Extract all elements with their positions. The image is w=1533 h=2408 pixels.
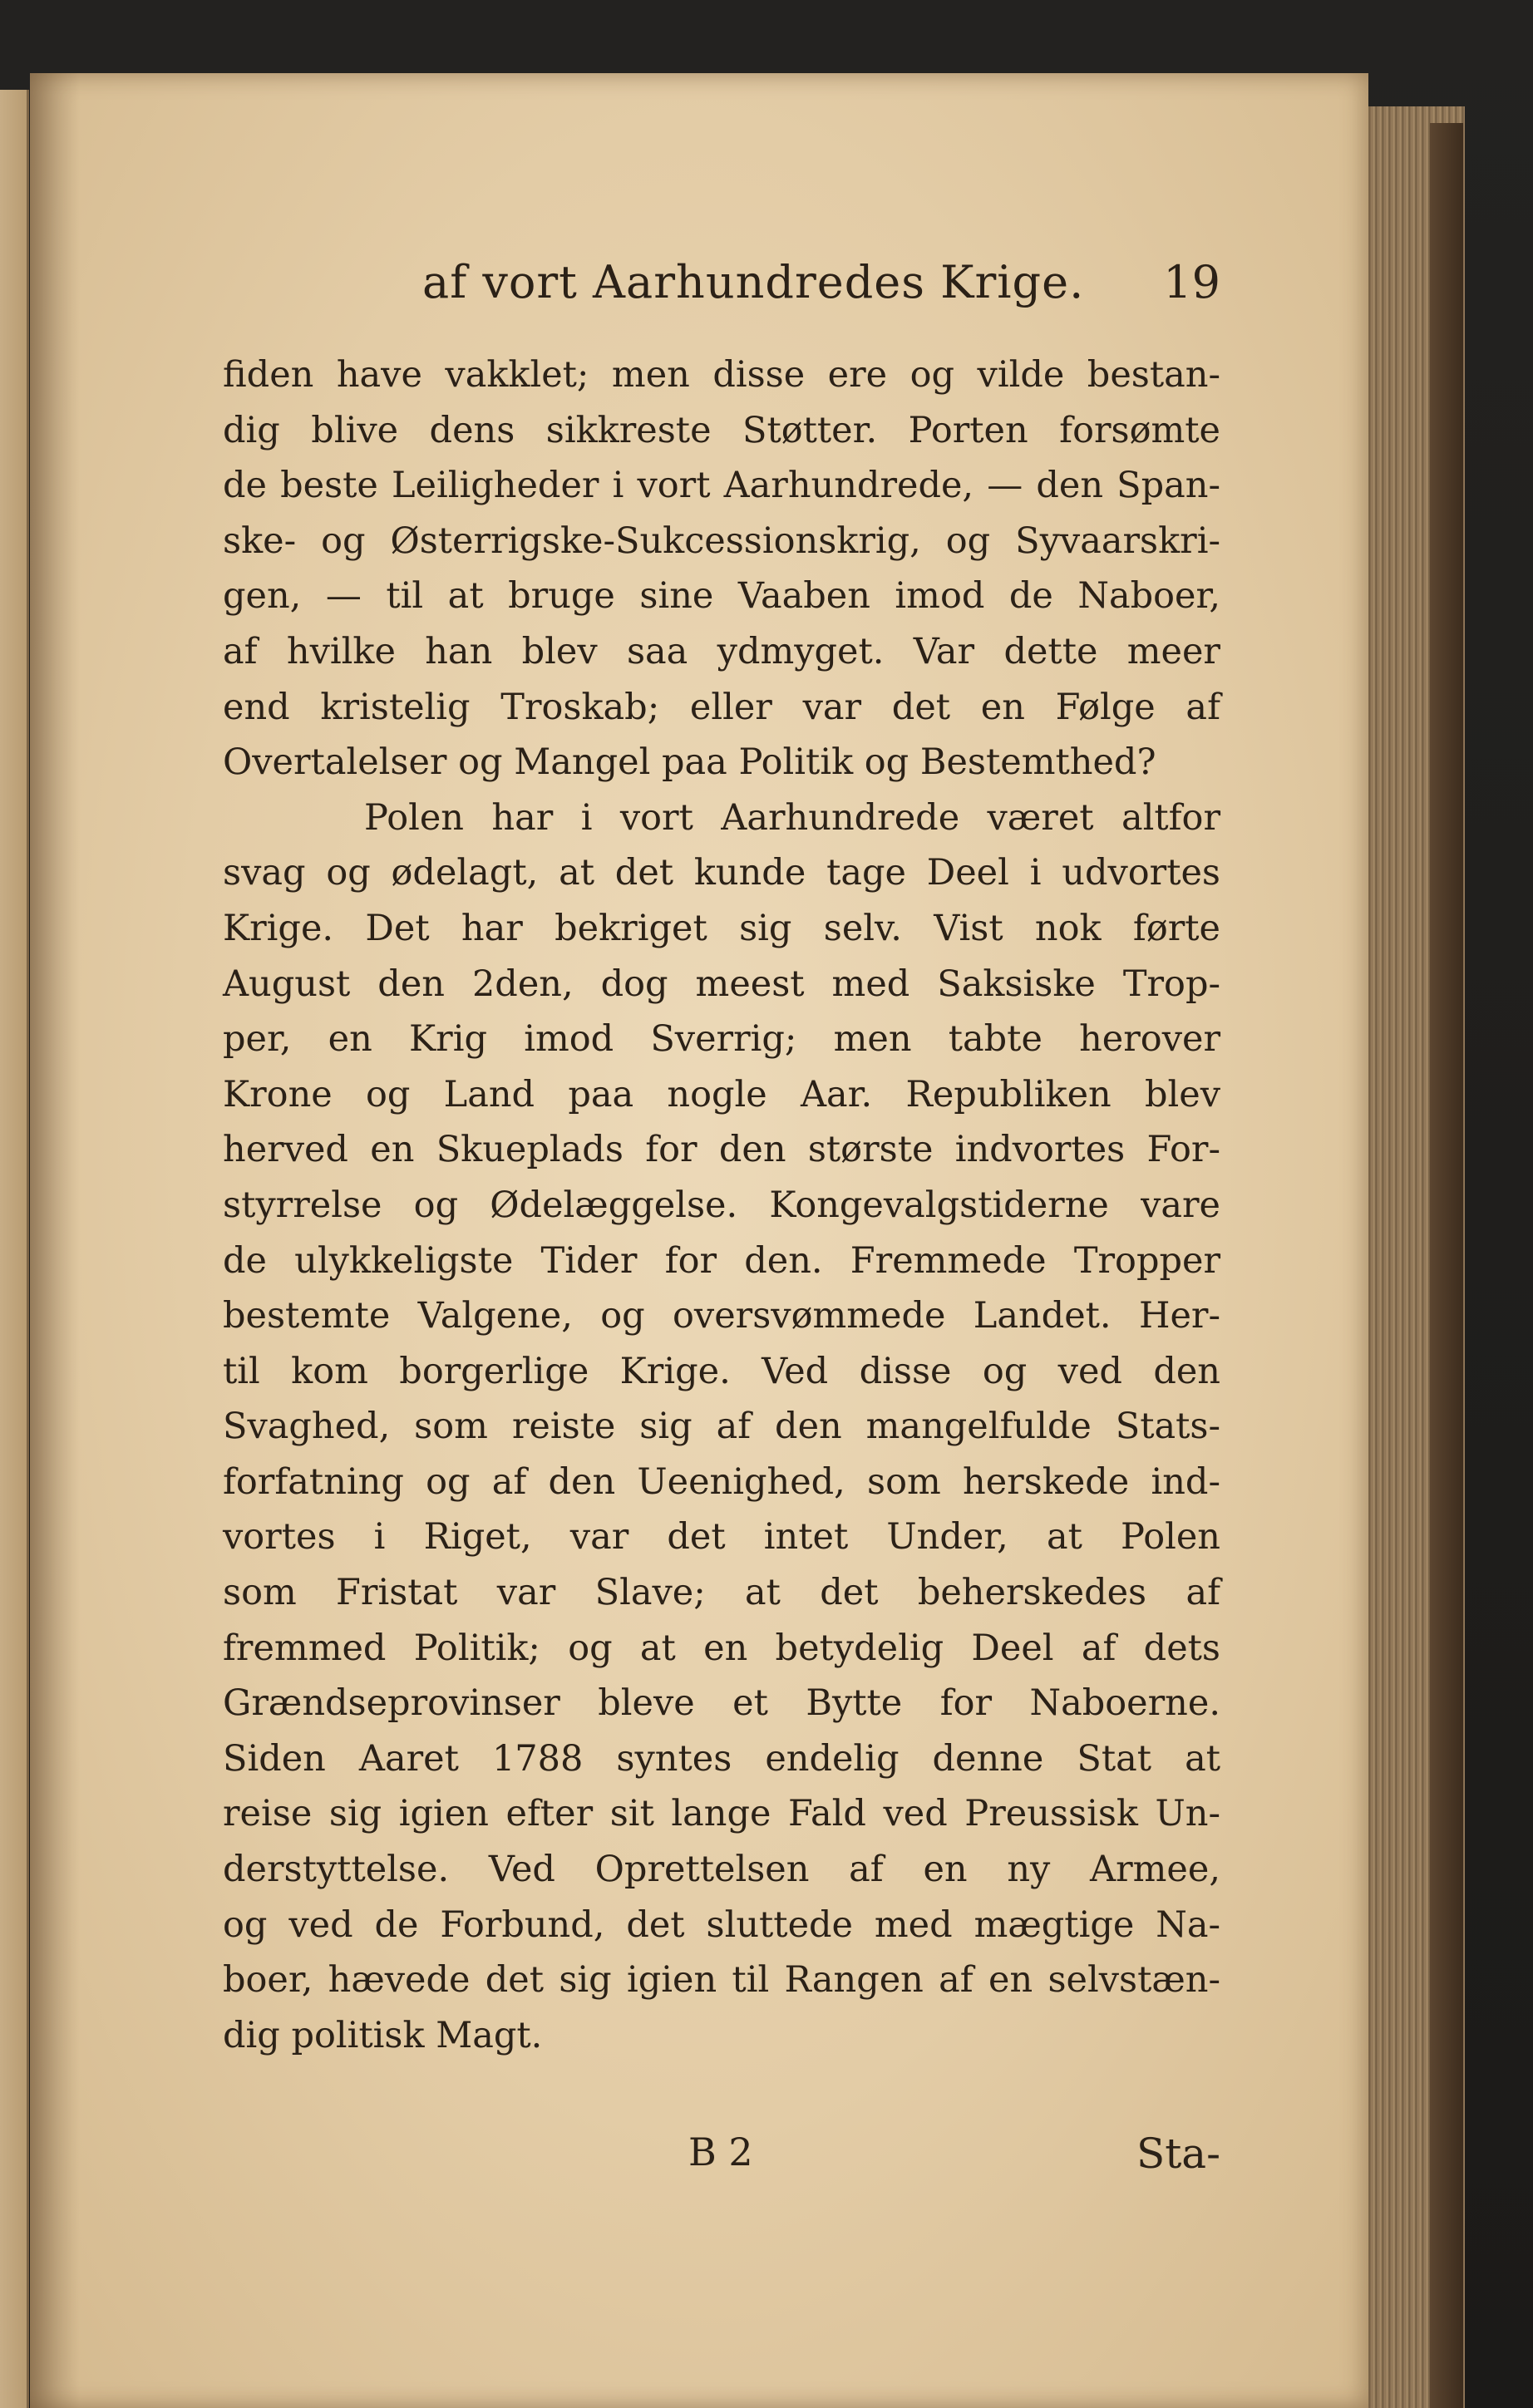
paragraph-start-line: Polen har i vort Aarhundrede været altfor [364,796,1220,839]
text-line: af hvilke han blev saa ydmyget. Var dette meer [223,630,1220,672]
previous-page-edge [0,90,29,2408]
text-line: boer, hævede det sig igien til Rangen af en selvstæn- [223,1959,1220,2002]
running-head-title: af vort Aarhundredes Krige. [422,256,1085,308]
body-text [223,347,1220,2063]
book-cover-edge [1430,123,1463,2408]
text-line: Grændseprovinser bleve et Bytte for Naboerne. [223,1682,1220,1725]
running-head [223,256,1220,331]
page-footer [223,2130,1220,2196]
text-line: til kom borgerlige Krige. Ved disse og ved den [223,1350,1220,1392]
text-line: og ved de Forbund, det sluttede med mægtige Na- [223,1903,1220,1946]
text-line: end kristelig Troskab; eller var det en Følge af [223,686,1220,728]
signature-mark: B 2 [688,2130,753,2175]
text-line: dig politisk Magt. [223,2014,543,2056]
text-line: August den 2den, dog meest med Saksiske Trop- [223,963,1220,1005]
text-line: Siden Aaret 1788 syntes endelig denne Stat at [223,1737,1220,1780]
text-line: de beste Leiligheder i vort Aarhundrede, — den Span- [223,465,1220,507]
text-line: Krige. Det har bekriget sig selv. Vist nok førte [223,907,1220,949]
text-line: som Fristat var Slave; at det beherskedes af [223,1572,1220,1614]
text-line: herved en Skueplads for den største indvortes For- [223,1129,1220,1171]
text-line: de ulykkeligste Tider for den. Fremmede Tropper [223,1239,1220,1282]
text-line: Svaghed, som reiste sig af den mangelfulde Stats- [223,1406,1220,1448]
text-line: fremmed Politik; og at en betydelig Deel af dets [223,1627,1220,1669]
text-line: forfatning og af den Ueenighed, som herskede ind- [223,1460,1220,1503]
text-line: derstyttelse. Ved Oprettelsen af en ny Armee, [223,1849,1220,1891]
text-line: Krone og Land paa nogle Aar. Republiken blev [223,1073,1220,1115]
text-line: gen, — til at bruge sine Vaaben imod de Naboer, [223,575,1220,618]
page-number: 19 [1163,256,1220,308]
text-line: fiden have vakklet; men disse ere og vilde bestan- [223,354,1220,396]
text-line: per, en Krig imod Sverrig; men tabte herover [223,1018,1220,1061]
text-line: ske- og Østerrigske-Sukcessionskrig, og Syvaarskri- [223,520,1220,562]
gutter-shadow [30,73,80,2408]
text-line: vortes i Riget, var det intet Under, at Polen [223,1516,1220,1559]
text-line: reise sig igien efter sit lange Fald ved Preussisk Un- [223,1793,1220,1835]
text-line: styrrelse og Ødelæggelse. Kongevalgstiderne vare [223,1184,1220,1226]
catchword: Sta- [1136,2130,1220,2179]
open-book [0,73,1463,2408]
text-line: dig blive dens sikkreste Støtter. Porten forsømte [223,409,1220,451]
text-line: Overtalelser og Mangel paa Politik og Bestemthed? [223,741,1156,784]
page-text-block [223,256,1220,2196]
text-line: svag og ødelagt, at det kunde tage Deel i udvortes [223,852,1220,894]
text-line: bestemte Valgene, og oversvømmede Landet. Her- [223,1295,1220,1337]
